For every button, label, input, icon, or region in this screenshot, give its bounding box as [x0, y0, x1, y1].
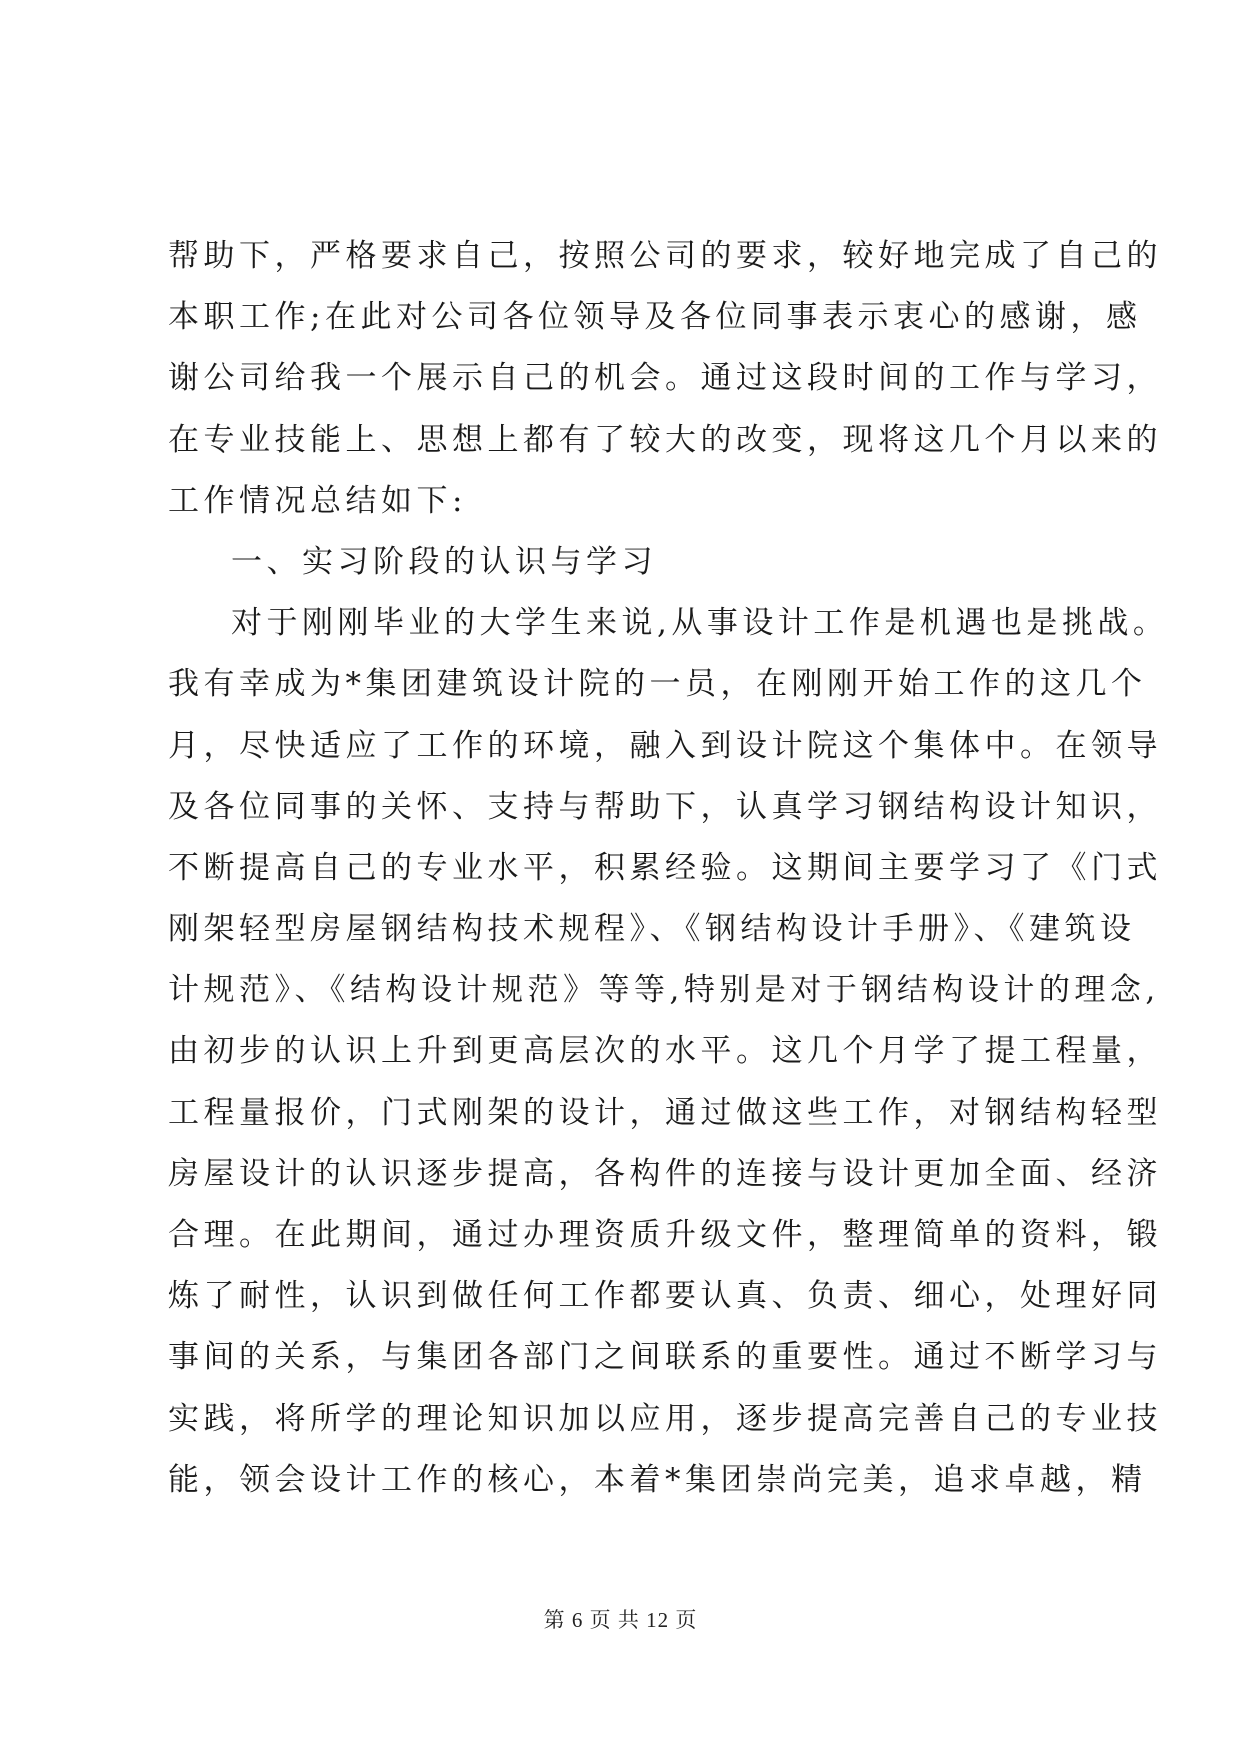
text-line: 我有幸成为*集团建筑设计院的一员，在刚刚开始工作的这几个 — [168, 666, 1147, 703]
text-line: 工程量报价，门式刚架的设计，通过做这些工作，对钢结构轻型 — [168, 1094, 1162, 1131]
text-line: 炼了耐性，认识到做任何工作都要认真、负责、细心，处理好同 — [168, 1278, 1162, 1315]
text-line: 实践，将所学的理论知识加以应用，逐步提高完善自己的专业技 — [168, 1400, 1162, 1437]
text-line: 在专业技能上、思想上都有了较大的改变，现将这几个月以来的 — [168, 421, 1162, 458]
text-line: 刚架轻型房屋钢结构技术规程》、《钢结构设计手册》、《建筑设 — [168, 911, 1136, 948]
text-line: 合理。在此期间，通过办理资质升级文件，整理简单的资料，锻 — [168, 1217, 1162, 1253]
body-text — [168, 226, 1169, 1511]
paragraph-first-line: 对于刚刚毕业的大学生来说,从事设计工作是机遇也是挑战。 — [231, 605, 1169, 642]
text-line: 工作情况总结如下: — [168, 482, 467, 519]
text-line: 谢公司给我一个展示自己的机会。通过这段时间的工作与学习， — [168, 360, 1162, 397]
text-line: 不断提高自己的专业水平，积累经验。这期间主要学习了《门式 — [168, 849, 1162, 886]
text-line: 事间的关系，与集团各部门之间联系的重要性。通过不断学习与 — [168, 1339, 1162, 1376]
text-line: 及各位同事的关怀、支持与帮助下，认真学习钢结构设计知识， — [168, 788, 1162, 825]
text-line: 计规范》、《结构设计规范》等等,特别是对于钢结构设计的理念, — [168, 972, 1160, 1009]
text-line: 由初步的认识上升到更高层次的水平。这几个月学了提工程量， — [168, 1033, 1162, 1070]
page-number-footer: 第 6 页 共 12 页 — [543, 1608, 698, 1632]
text-line: 月，尽快适应了工作的环境，融入到设计院这个集体中。在领导 — [168, 727, 1162, 764]
text-line: 房屋设计的认识逐步提高，各构件的连接与设计更加全面、经济 — [168, 1155, 1162, 1192]
section-heading: 一、实习阶段的认识与学习 — [231, 543, 657, 580]
text-line: 帮助下，严格要求自己，按照公司的要求，较好地完成了自己的 — [168, 238, 1162, 274]
text-line: 能，领会设计工作的核心，本着*集团崇尚完美，追求卓越，精 — [168, 1461, 1147, 1498]
text-line: 本职工作;在此对公司各位领导及各位同事表示衷心的感谢，感 — [168, 299, 1142, 336]
